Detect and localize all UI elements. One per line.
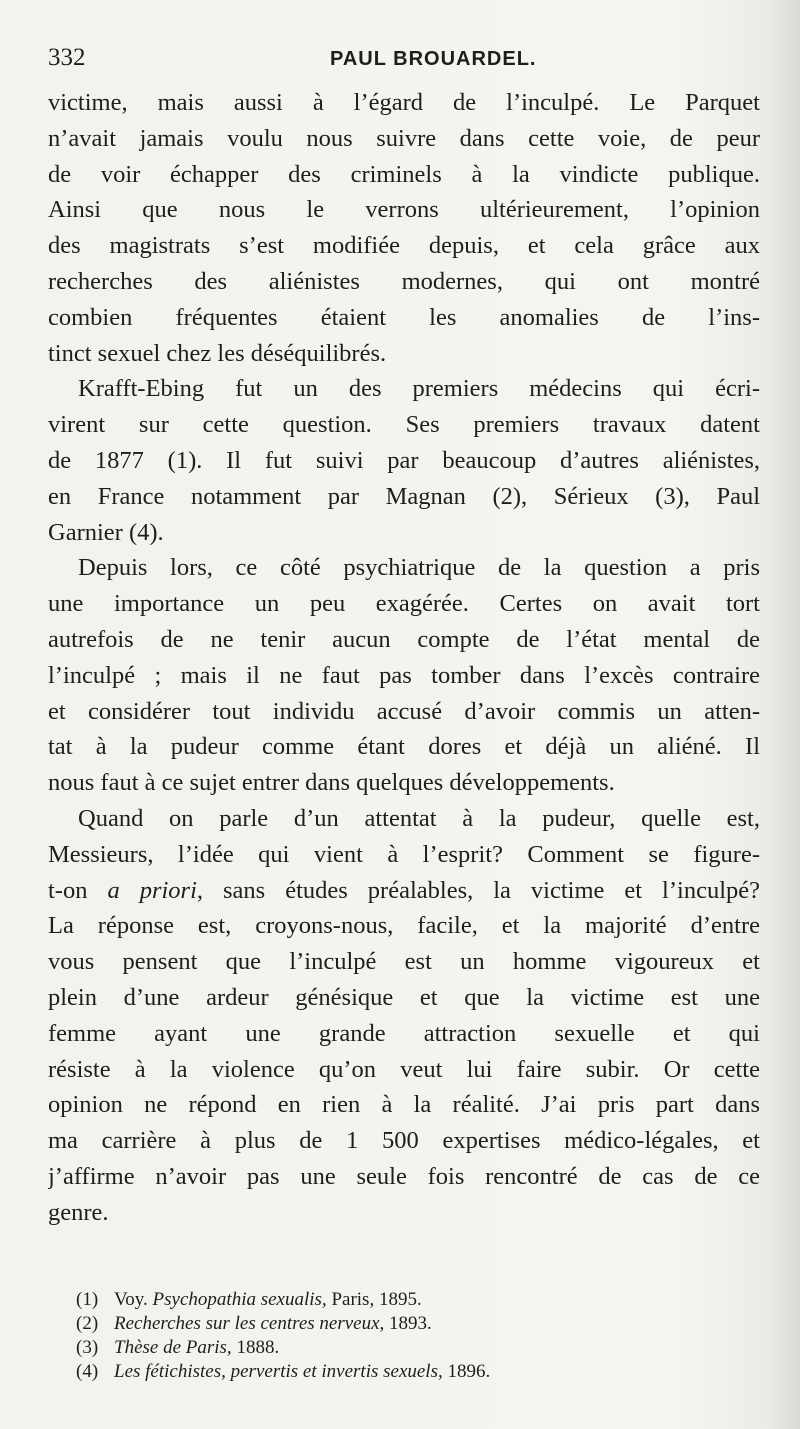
- page-header: [48, 44, 760, 78]
- footnote-details: Paris, 1895.: [326, 1289, 422, 1310]
- footnote-details: 1888.: [231, 1337, 280, 1358]
- text-line: recherches des aliénistes modernes, qui ont montré: [48, 267, 760, 295]
- text-line: Garnier (4).: [48, 518, 164, 546]
- text-line: Ainsi que nous le verrons ultérieurement, l’opinion: [48, 196, 760, 224]
- footnote-number: (1): [76, 1289, 99, 1310]
- text-line: ma carrière à plus de 1 500 expertises médico-légales, et: [48, 1127, 760, 1155]
- text-line: Krafft-Ebing fut un des premiers médecins qui écri-: [78, 375, 760, 403]
- text-line: Quand on parle d’un attentat à la pudeur, quelle est,: [78, 804, 760, 832]
- text-line: genre.: [48, 1198, 109, 1226]
- footnote-title: Recherches sur les centres nerveux,: [114, 1313, 385, 1334]
- text-line: tat à la pudeur comme étant dores et déjà un aliéné. Il: [48, 733, 760, 761]
- footnote: [76, 1360, 676, 1384]
- text-line: une importance un peu exagérée. Certes on avait tort: [48, 590, 760, 618]
- text-line: de 1877 (1). Il fut suivi par beaucoup d’autres aliénistes,: [48, 446, 760, 474]
- footnote-details: 1893.: [384, 1313, 432, 1334]
- footnote-title: Les fétichistes, pervertis et invertis sexuels,: [114, 1361, 443, 1382]
- footnote: [76, 1336, 676, 1360]
- italic-phrase: a priori: [107, 876, 197, 904]
- footnote-title: Psychopathia sexualis,: [152, 1289, 327, 1310]
- text-line: autrefois de ne tenir aucun compte de l’état mental de: [48, 625, 760, 653]
- footnote-number: (3): [76, 1337, 99, 1358]
- footnote: [76, 1288, 676, 1312]
- text-line: victime, mais aussi à l’égard de l’inculpé. Le Parquet: [48, 89, 760, 116]
- text-line: en France notamment par Magnan (2), Sérieux (3), Paul: [48, 482, 760, 510]
- footnote: [76, 1312, 676, 1336]
- text-line: de voir échapper des criminels à la vindicte publique.: [48, 160, 760, 188]
- text-line: vous pensent que l’inculpé est un homme vigoureux et: [48, 948, 760, 976]
- text-line: des magistrats s’est modifiée depuis, et cela grâce aux: [48, 232, 760, 260]
- text-line: tinct sexuel chez les déséquilibrés.: [48, 339, 387, 367]
- line-segment: t-on: [48, 876, 108, 904]
- text-line: n’avait jamais voulu nous suivre dans cette voie, de peur: [48, 124, 760, 152]
- text-line: virent sur cette question. Ses premiers travaux datent: [48, 411, 760, 439]
- footnote-title: Thèse de Paris,: [114, 1337, 232, 1358]
- line-segment: , sans études préalables, la victime et l’inculpé?: [196, 876, 760, 904]
- footnote-number: (4): [76, 1361, 99, 1382]
- text-line: [48, 873, 760, 909]
- text-line: Messieurs, l’idée qui vient à l’esprit? Comment se figure-: [48, 840, 760, 868]
- footnotes: [76, 1288, 676, 1384]
- text-line: j’affirme n’avoir pas une seule fois rencontré de cas de ce: [48, 1162, 760, 1190]
- text-line: opinion ne répond en rien à la réalité. J’ai pris part dans: [48, 1091, 760, 1119]
- text-line: femme ayant une grande attraction sexuelle et qui: [48, 1019, 760, 1047]
- text-line: nous faut à ce sujet entrer dans quelques développements.: [48, 769, 615, 797]
- text-line: plein d’une ardeur génésique et que la victime est une: [48, 983, 760, 1011]
- footnote-prefix: Voy.: [114, 1289, 153, 1310]
- text-line: Depuis lors, ce côté psychiatrique de la question a pris: [78, 554, 760, 582]
- text-line: résiste à la violence qu’on veut lui faire subir. Or cette: [48, 1055, 760, 1083]
- footnote-number: (2): [76, 1313, 99, 1334]
- page-number: 332: [48, 44, 86, 71]
- text-line: combien fréquentes étaient les anomalies de l’ins-: [48, 303, 760, 331]
- text-line: La réponse est, croyons-nous, facile, et la majorité d’entre: [48, 912, 760, 940]
- body-text: [48, 85, 760, 1231]
- text-line: et considérer tout individu accusé d’avoir commis un atten-: [48, 697, 760, 725]
- footnote-details: 1896.: [442, 1361, 491, 1382]
- text-line: l’inculpé ; mais il ne faut pas tomber dans l’excès contraire: [48, 661, 760, 689]
- running-head: PAUL BROUARDEL.: [330, 48, 537, 70]
